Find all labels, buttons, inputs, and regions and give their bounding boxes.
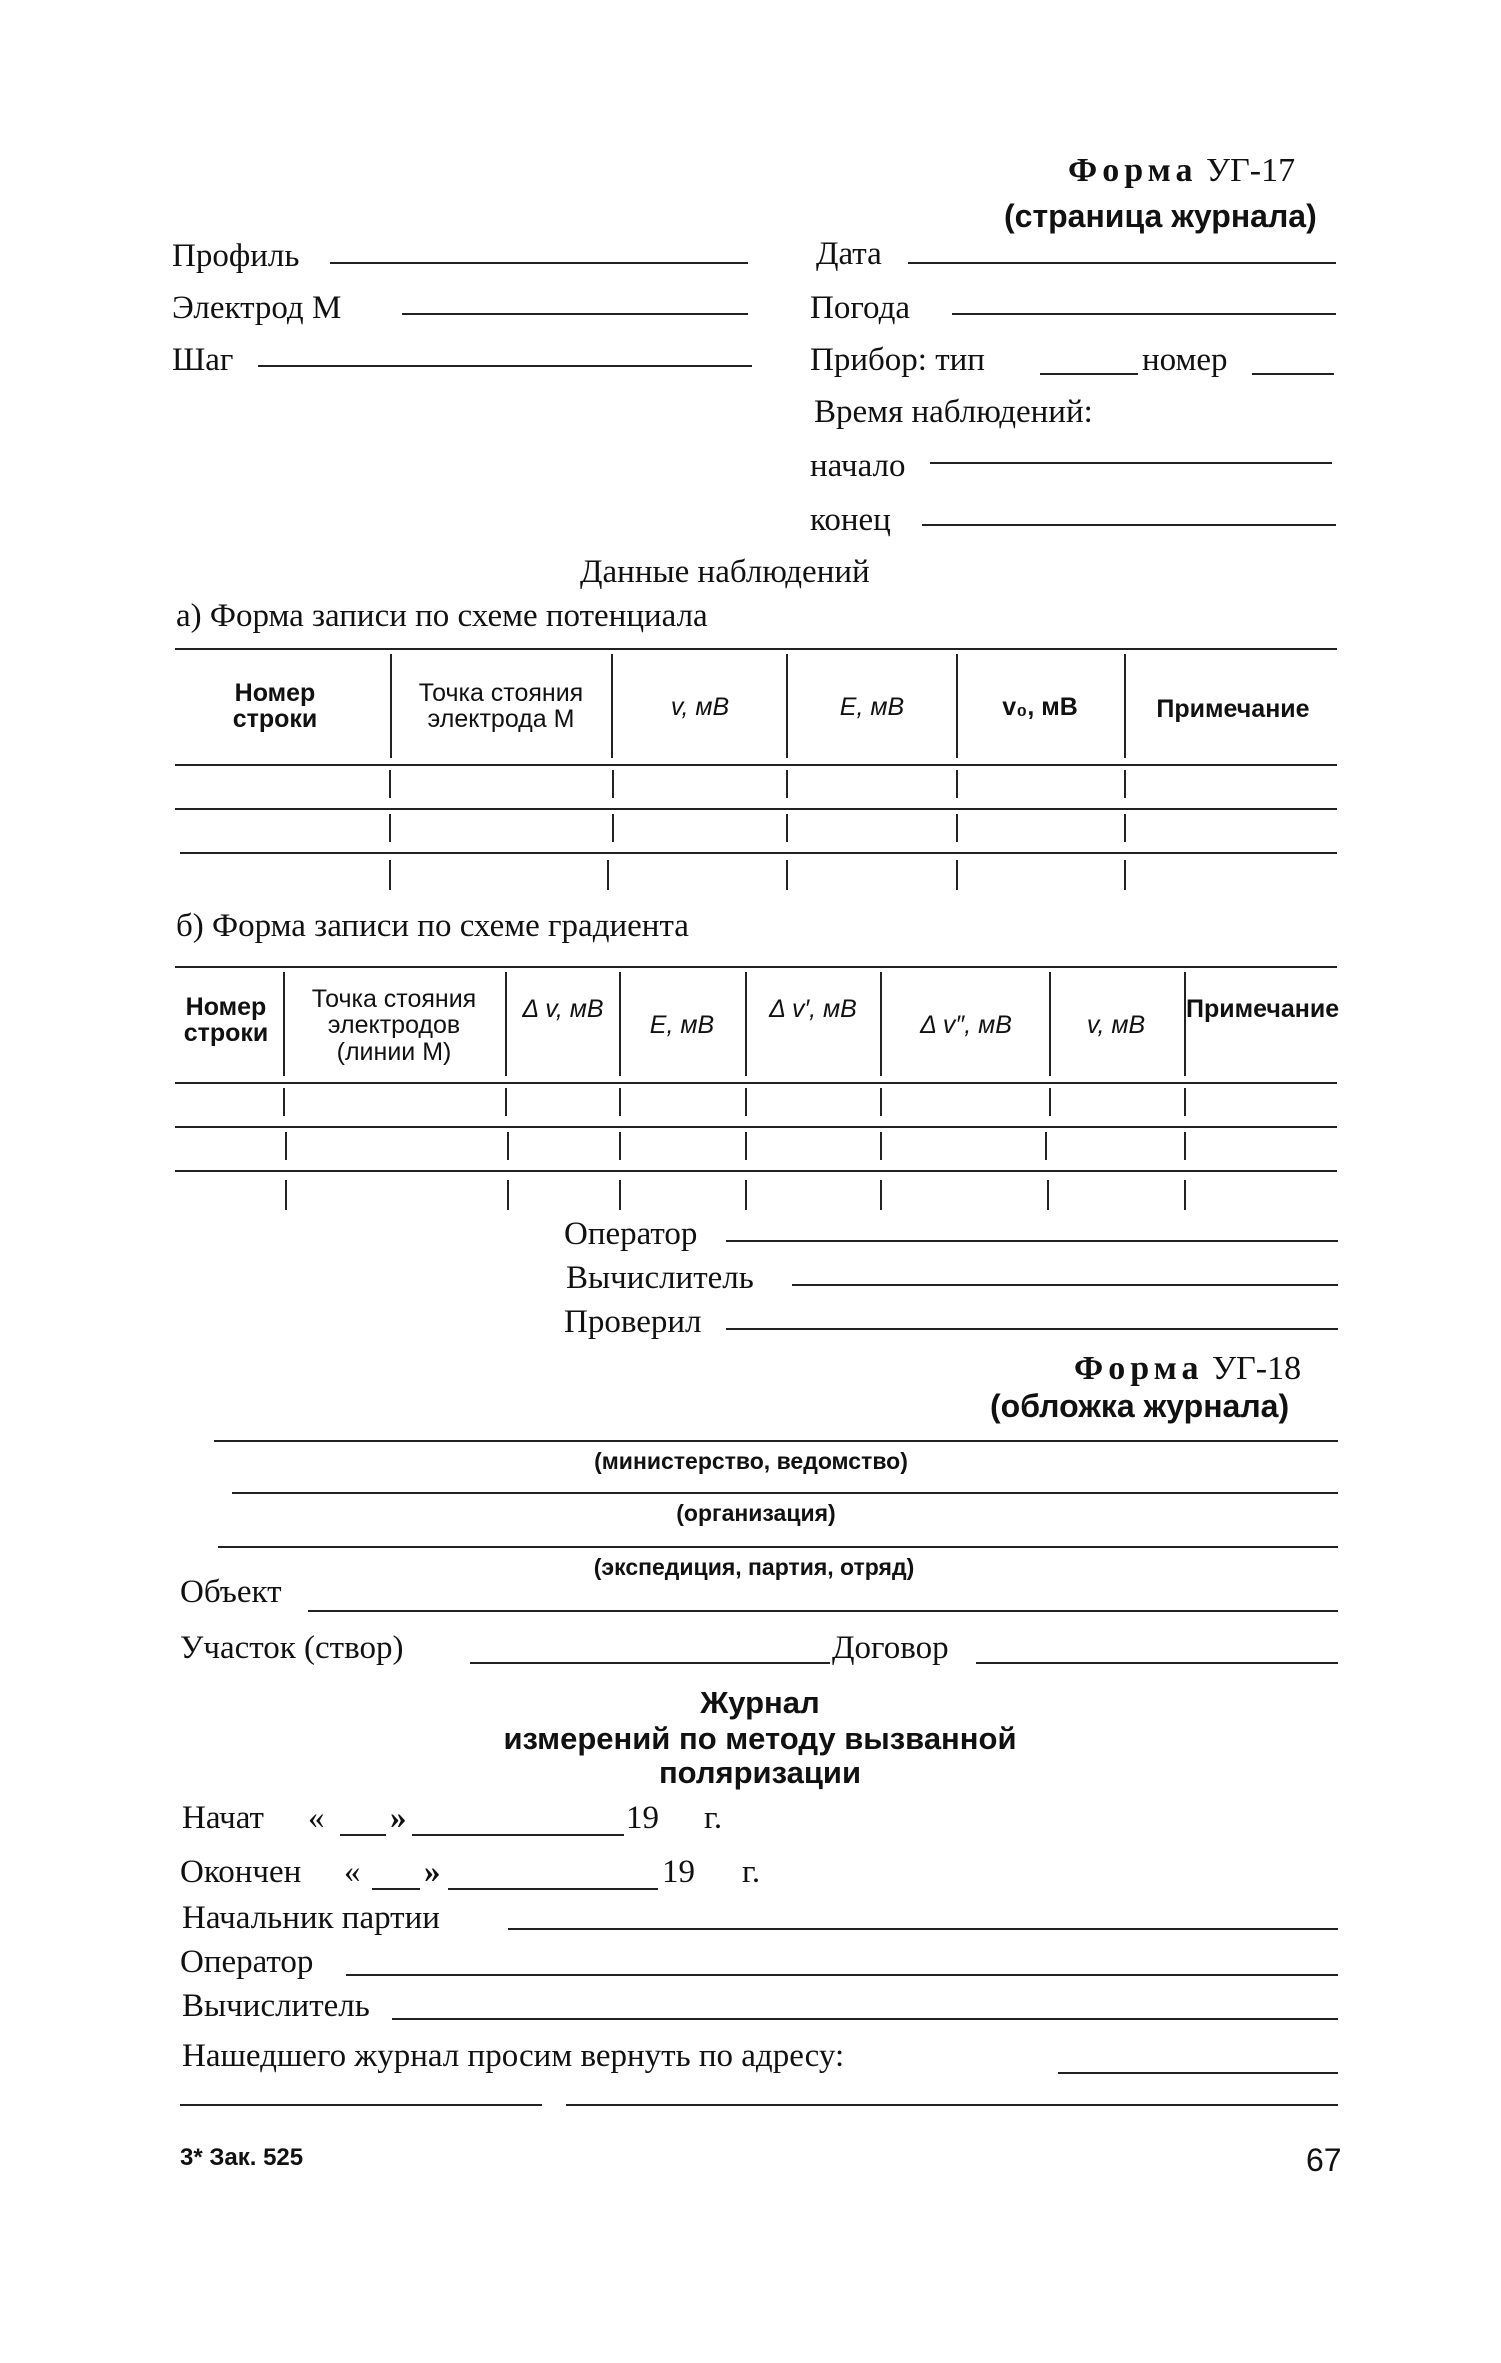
electrode-line[interactable] xyxy=(402,313,748,315)
cell-sep xyxy=(389,860,391,890)
table-b-row[interactable] xyxy=(175,1084,1337,1126)
cell-sep xyxy=(745,1180,747,1210)
cell-sep xyxy=(956,860,958,890)
finished-month-line[interactable] xyxy=(448,1888,658,1890)
operator-line[interactable] xyxy=(726,1240,1338,1242)
cell-sep xyxy=(389,770,391,798)
started-label: Начат xyxy=(182,1800,264,1836)
table-a-header-point: Точка стояния электрода M xyxy=(418,679,584,734)
device-number-line[interactable] xyxy=(1252,373,1334,375)
cell-sep xyxy=(1045,1132,1047,1160)
return-label: Нашедшего журнал просим вернуть по адресу: xyxy=(182,2038,845,2074)
page-number: 67 xyxy=(1306,2142,1342,2178)
table-b-col-sep xyxy=(1049,972,1051,1076)
started-year-unit: г. xyxy=(704,1800,723,1836)
observation-time-label: Время наблюдений: xyxy=(814,394,1093,430)
finished-label: Окончен xyxy=(180,1854,302,1890)
date-label: Дата xyxy=(816,236,882,272)
return-address-line-2b[interactable] xyxy=(566,2104,1338,2106)
cell-sep xyxy=(1184,1132,1186,1160)
table-a-col-sep xyxy=(1124,654,1126,758)
table-a-header-e: E, мВ xyxy=(839,693,905,721)
cell-sep xyxy=(619,1088,621,1116)
organization-caption: (организация) xyxy=(676,1500,836,1526)
table-a-row[interactable] xyxy=(175,854,1337,896)
site-line[interactable] xyxy=(470,1662,830,1664)
finished-year: 19 xyxy=(662,1854,695,1890)
journal-subtitle-2: поляризации xyxy=(658,1755,862,1790)
chief-label: Начальник партии xyxy=(182,1900,440,1936)
section-a-title: а) Форма записи по схеме потенциала xyxy=(176,598,708,634)
electrode-label xyxy=(172,292,341,325)
cell-sep xyxy=(1049,1088,1051,1116)
cell-sep xyxy=(285,1180,287,1210)
table-a-col-sep xyxy=(956,654,958,758)
cell-sep xyxy=(786,770,788,798)
cell-sep xyxy=(283,1088,285,1116)
object-line[interactable] xyxy=(308,1610,1338,1612)
profile-label: Профиль xyxy=(172,238,300,274)
weather-label: Погода xyxy=(810,290,911,326)
table-b-header-e: E, мВ xyxy=(649,1011,715,1039)
cell-sep xyxy=(507,1132,509,1160)
ug18-form-title xyxy=(1074,1352,1301,1386)
table-b-header-row-number: Номер строки xyxy=(183,993,269,1048)
cell-sep xyxy=(619,1132,621,1160)
table-b-header-dv: Δ v, мВ xyxy=(522,995,604,1023)
cell-sep xyxy=(880,1088,882,1116)
table-b-col-sep xyxy=(1184,972,1186,1076)
calculator-line[interactable] xyxy=(392,2018,1338,2020)
section-b-title: б) Форма записи по схеме градиента xyxy=(176,908,689,944)
form-word: Форма xyxy=(1074,1350,1204,1387)
expedition-line[interactable] xyxy=(218,1546,1338,1548)
form-code: УГ-18 xyxy=(1212,1350,1302,1387)
table-b-header-dv-prime: Δ v′, мВ xyxy=(769,995,857,1023)
operator-line[interactable] xyxy=(346,1974,1338,1976)
table-a-header-v0: v₀, мВ xyxy=(1002,693,1078,721)
finished-close-quote: » xyxy=(424,1854,441,1890)
cell-sep xyxy=(389,814,391,842)
footer-order: 3* Зак. 525 xyxy=(180,2144,304,2171)
step-line[interactable] xyxy=(258,365,752,367)
table-b-col-sep xyxy=(880,972,882,1076)
cell-sep xyxy=(505,1088,507,1116)
form-word: Форма xyxy=(1068,152,1198,189)
started-open-quote: « xyxy=(308,1800,325,1836)
ug18-subtitle: (обложка журнала) xyxy=(990,1388,1290,1424)
end-label: конец xyxy=(810,502,891,538)
table-b-header-point: Точка стояния электродов (линии M) xyxy=(311,985,477,1066)
journal-title: Журнал xyxy=(700,1685,820,1720)
object-label: Объект xyxy=(180,1574,282,1610)
cell-sep xyxy=(607,860,609,890)
cell-sep xyxy=(786,860,788,890)
table-a-col-sep xyxy=(611,654,613,758)
table-b-row[interactable] xyxy=(175,1128,1337,1170)
cell-sep xyxy=(1184,1180,1186,1210)
start-label: начало xyxy=(810,448,906,484)
cell-sep xyxy=(880,1132,882,1160)
number-label: номер xyxy=(1142,342,1228,378)
ministry-line[interactable] xyxy=(214,1440,1338,1442)
table-b-row[interactable] xyxy=(175,1172,1337,1214)
cell-sep xyxy=(1047,1180,1049,1210)
calculator-label: Вычислитель xyxy=(182,1988,370,2024)
electrode-label-text: Электрод M xyxy=(172,290,342,326)
contract-label: Договор xyxy=(832,1630,949,1666)
finished-open-quote: « xyxy=(344,1854,361,1890)
table-b-col-sep xyxy=(619,972,621,1076)
table-a-top-border xyxy=(175,648,1337,650)
calculator-line[interactable] xyxy=(792,1284,1338,1286)
finished-year-unit: г. xyxy=(742,1854,761,1890)
table-b-col-sep xyxy=(283,972,285,1076)
ug17-form-title xyxy=(1068,154,1295,188)
table-a-header-note: Примечание xyxy=(1156,695,1310,723)
data-title: Данные наблюдений xyxy=(580,554,870,590)
cell-sep xyxy=(1124,814,1126,842)
step-label: Шаг xyxy=(172,342,234,378)
table-a-row[interactable] xyxy=(175,810,1337,852)
device-label: Прибор: тип xyxy=(810,342,985,378)
table-b-header-note: Примечание xyxy=(1186,995,1340,1023)
cell-sep xyxy=(786,814,788,842)
cell-sep xyxy=(1184,1088,1186,1116)
organization-line[interactable] xyxy=(232,1492,1338,1494)
finished-day-line[interactable] xyxy=(372,1888,420,1890)
cell-sep xyxy=(745,1088,747,1116)
table-b-header-dv-double: Δ v″, мВ xyxy=(920,1011,1012,1039)
cell-sep xyxy=(507,1180,509,1210)
return-address-line-2a[interactable] xyxy=(180,2104,542,2106)
ug17-subtitle: (страница журнала) xyxy=(1004,198,1317,234)
expedition-caption: (экспедиция, партия, отряд) xyxy=(593,1554,915,1580)
journal-subtitle-1: измерений по методу вызванной xyxy=(503,1721,1017,1756)
cell-sep xyxy=(612,814,614,842)
calculator-label: Вычислитель xyxy=(566,1260,754,1296)
table-a-header-v: v, мВ xyxy=(670,693,730,721)
table-b-top-border xyxy=(175,966,1337,968)
table-a-row[interactable] xyxy=(175,766,1337,808)
started-day-line[interactable] xyxy=(340,1834,386,1836)
cell-sep xyxy=(619,1180,621,1210)
cell-sep xyxy=(1124,770,1126,798)
device-type-line[interactable] xyxy=(1040,373,1138,375)
return-address-line[interactable] xyxy=(1058,2072,1338,2074)
checked-line[interactable] xyxy=(726,1328,1338,1330)
table-b-col-sep xyxy=(505,972,507,1076)
ministry-caption: (министерство, ведомство) xyxy=(594,1448,908,1474)
form-code: УГ-17 xyxy=(1206,152,1296,189)
operator-label: Оператор xyxy=(564,1216,698,1252)
table-a-header-row-number: Номер строки xyxy=(232,679,318,734)
contract-line[interactable] xyxy=(976,1662,1338,1664)
started-month-line[interactable] xyxy=(412,1834,624,1836)
weather-line[interactable] xyxy=(952,313,1336,315)
table-a-col-sep xyxy=(786,654,788,758)
end-line[interactable] xyxy=(922,524,1336,526)
checked-label: Проверил xyxy=(564,1304,702,1340)
cell-sep xyxy=(880,1180,882,1210)
start-line[interactable] xyxy=(930,462,1332,464)
table-a-col-sep xyxy=(390,654,392,758)
operator-label: Оператор xyxy=(180,1944,314,1980)
started-year: 19 xyxy=(626,1800,659,1836)
cell-sep xyxy=(612,770,614,798)
profile-line[interactable] xyxy=(330,262,748,264)
date-line[interactable] xyxy=(908,262,1336,264)
chief-line[interactable] xyxy=(508,1928,1338,1930)
cell-sep xyxy=(285,1132,287,1160)
site-label: Участок (створ) xyxy=(180,1630,404,1666)
cell-sep xyxy=(956,814,958,842)
cell-sep xyxy=(745,1132,747,1160)
cell-sep xyxy=(956,770,958,798)
cell-sep xyxy=(1124,860,1126,890)
started-close-quote: » xyxy=(390,1800,407,1836)
table-b-header-v: v, мВ xyxy=(1086,1011,1146,1039)
table-b-col-sep xyxy=(745,972,747,1076)
